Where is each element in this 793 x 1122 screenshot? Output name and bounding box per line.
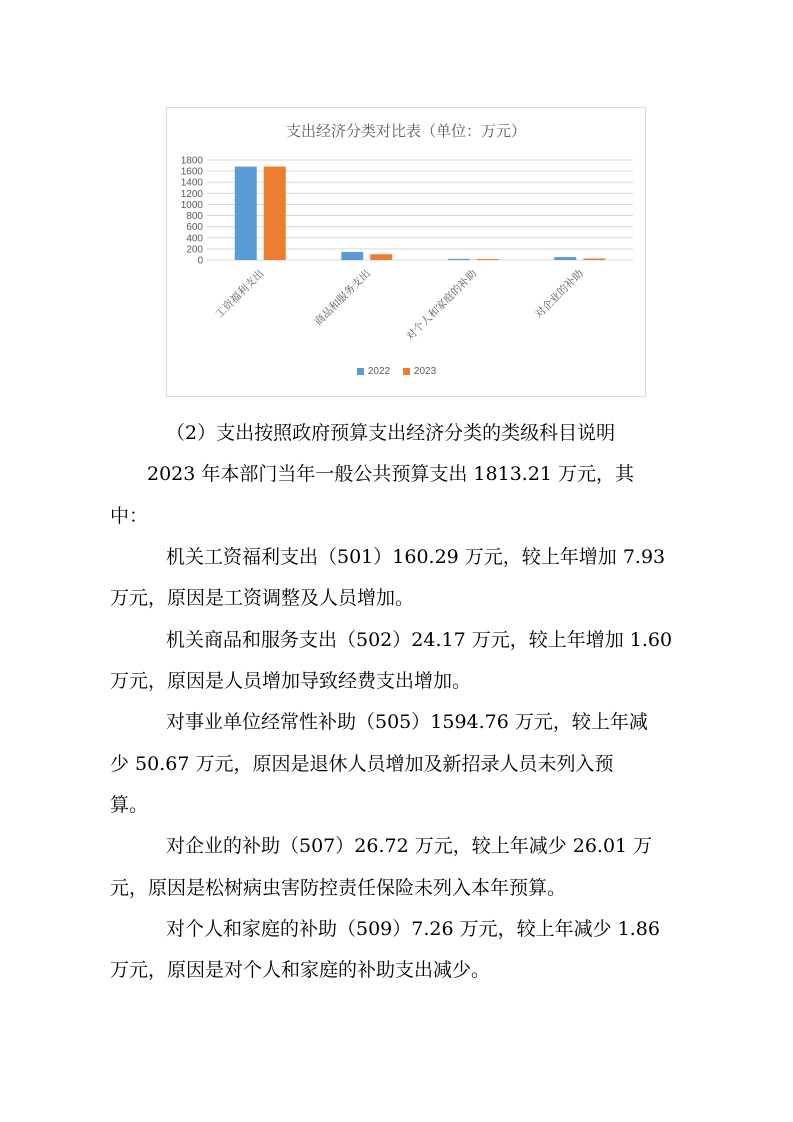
x-category-label: 对企业的补助	[532, 267, 586, 321]
x-category-label: 工资福利支出	[213, 267, 267, 321]
bar-2022-1	[341, 252, 363, 260]
y-tick-label: 600	[186, 222, 203, 234]
legend-item-2023	[403, 366, 436, 377]
legend-label-2023: 2023	[413, 366, 437, 377]
paragraph-3-line-2: 万元，原因是人员增加导致经费支出增加。	[110, 670, 472, 692]
y-tick-label: 1400	[180, 177, 203, 189]
paragraph-1-line-2: 中：	[110, 505, 149, 527]
y-tick-label: 400	[186, 233, 203, 245]
paragraph-4-line-1: 对事业单位经常性补助（505）1594.76 万元，较上年减	[166, 711, 648, 733]
bar-chart	[167, 108, 645, 396]
section-heading: （2）支出按照政府预算支出经济分类的类级科目说明	[166, 422, 616, 444]
y-tick-label: 200	[186, 244, 203, 256]
paragraph-1-line-1: 2023 年本部门当年一般公共预算支出 1813.21 万元，其	[147, 463, 635, 485]
paragraph-6-line-1: 对个人和家庭的补助（509）7.26 万元，较上年减少 1.86	[166, 918, 660, 940]
bar-2022-0	[235, 167, 257, 260]
chart-container	[166, 107, 646, 397]
paragraph-2-line-2: 万元，原因是工资调整及人员增加。	[110, 587, 415, 609]
bar-2023-0	[264, 167, 286, 260]
y-tick-label: 1800	[180, 155, 203, 167]
paragraph-2-line-1: 机关工资福利支出（501）160.29 万元，较上年增加 7.93	[166, 546, 666, 568]
legend-swatch-2022	[357, 368, 364, 375]
paragraph-4-line-2: 少 50.67 万元，原因是退休人员增加及新招录人员未列入预	[110, 753, 614, 775]
bar-2022-3	[554, 257, 576, 260]
chart-title: 支出经济分类对比表（单位：万元）	[285, 122, 526, 140]
y-tick-label: 800	[186, 211, 203, 223]
y-tick-label: 0	[197, 255, 203, 267]
x-category-label: 对个人和家庭的补助	[404, 267, 480, 343]
paragraph-6-line-2: 万元，原因是对个人和家庭的补助支出减少。	[110, 959, 491, 981]
paragraph-3-line-1: 机关商品和服务支出（502）24.17 万元，较上年增加 1.60	[166, 629, 673, 651]
bar-2022-2	[448, 259, 470, 260]
bar-2023-3	[583, 259, 605, 261]
paragraph-5-line-2: 元，原因是松树病虫害防控责任保险未列入本年预算。	[110, 877, 567, 899]
bar-2023-1	[370, 254, 392, 260]
y-tick-label: 1200	[180, 188, 203, 200]
legend-label-2022: 2022	[367, 366, 391, 377]
y-tick-label: 1600	[180, 166, 203, 178]
legend-item-2022	[357, 366, 390, 377]
paragraph-5-line-1: 对企业的补助（507）26.72 万元，较上年减少 26.01 万	[166, 835, 653, 857]
chart-legend	[0, 366, 793, 378]
x-category-label: 商品和服务支出	[312, 267, 373, 329]
paragraph-4-line-3: 算。	[110, 794, 149, 816]
y-tick-label: 1000	[180, 199, 203, 211]
bar-2023-2	[477, 259, 499, 260]
legend-swatch-2023	[403, 368, 410, 375]
